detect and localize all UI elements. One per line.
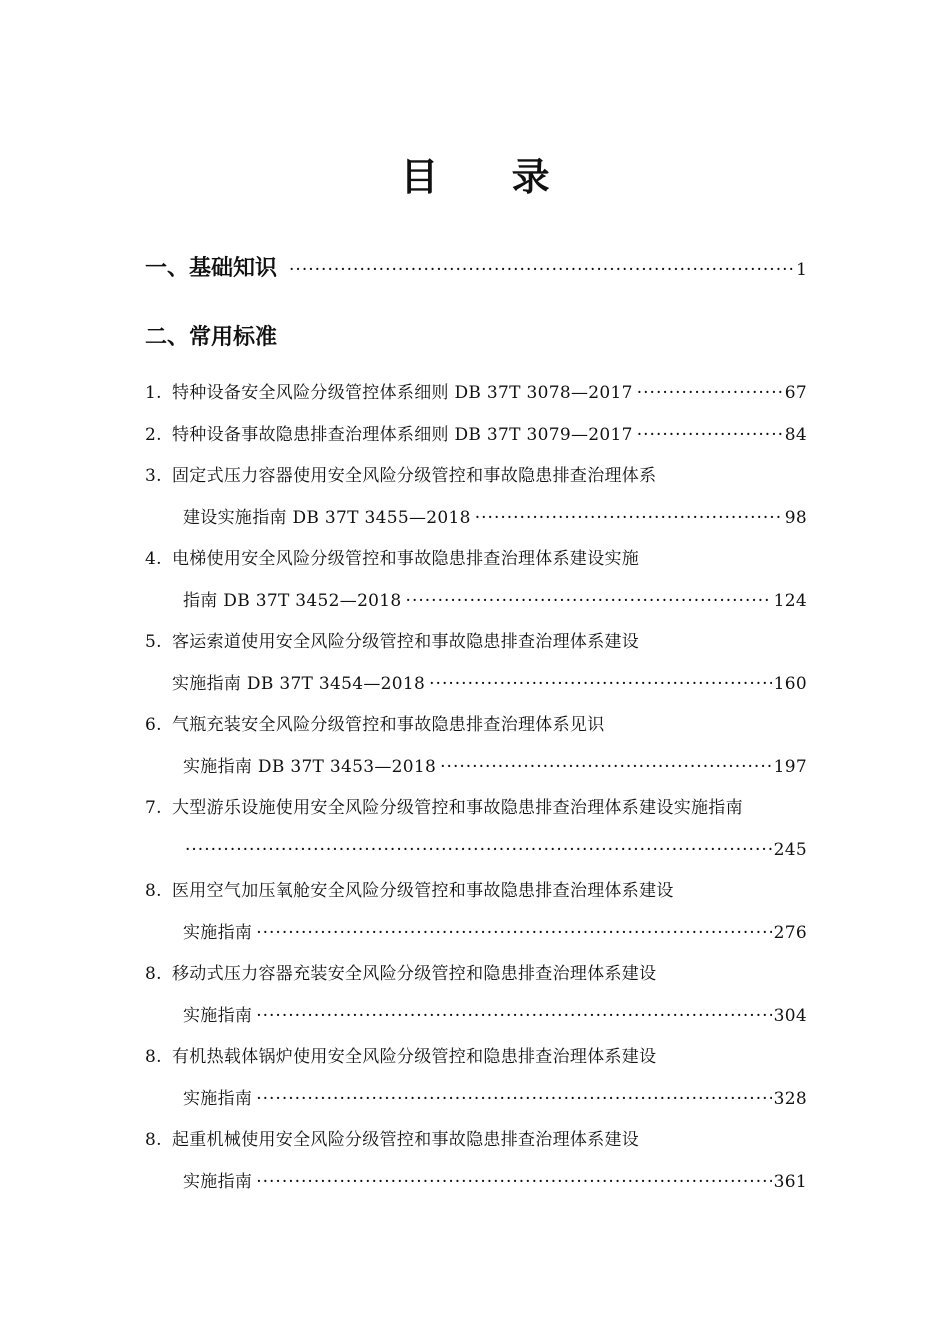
dot-leader <box>440 755 772 779</box>
toc-item-9-continuation[interactable] <box>183 1004 807 1028</box>
toc-item-8[interactable] <box>145 879 807 903</box>
dot-leader <box>475 506 783 530</box>
item-title-continued: 实施指南 <box>183 1172 253 1192</box>
toc-item-8-continuation[interactable] <box>183 921 807 945</box>
dot-leader <box>429 672 772 696</box>
page-number: 197 <box>773 757 807 777</box>
item-title: 起重机械使用安全风险分级管控和事故隐患排查治理体系建设 <box>172 1130 640 1150</box>
item-title: 移动式压力容器充装安全风险分级管控和隐患排查治理体系建设 <box>172 964 657 984</box>
page-number: 245 <box>773 840 807 860</box>
toc-section-basic-knowledge[interactable] <box>145 253 807 285</box>
page-title: 目 录 <box>400 154 580 199</box>
item-number: 8. <box>145 1130 162 1150</box>
toc-item-10-continuation[interactable] <box>183 1087 807 1111</box>
toc-item-11[interactable] <box>145 1128 807 1152</box>
item-title: 气瓶充装安全风险分级管控和事故隐患排查治理体系见识 <box>172 715 605 735</box>
dot-leader <box>256 1170 771 1194</box>
dot-leader <box>185 838 772 862</box>
toc-item-1[interactable] <box>145 381 807 405</box>
toc-item-10[interactable] <box>145 1045 807 1069</box>
item-title: 固定式压力容器使用安全风险分级管控和事故隐患排查治理体系 <box>172 466 657 486</box>
toc-item-2[interactable] <box>145 423 807 447</box>
item-number: 3. <box>145 466 162 486</box>
dot-leader <box>406 589 772 613</box>
item-number: 6. <box>145 715 162 735</box>
toc-item-3[interactable] <box>145 464 807 488</box>
toc-item-7[interactable] <box>145 796 807 820</box>
section-label: 二、常用标准 <box>145 324 278 350</box>
item-title: 客运索道使用安全风险分级管控和事故隐患排查治理体系建设 <box>172 632 640 652</box>
item-number: 5. <box>145 632 162 652</box>
item-title-continued: 建设实施指南 DB 37T 3455—2018 <box>183 508 471 528</box>
dot-leader <box>637 381 783 405</box>
toc-item-6[interactable] <box>145 713 807 737</box>
toc-item-4[interactable] <box>145 547 807 571</box>
dot-leader <box>256 921 771 945</box>
page-number: 160 <box>773 674 807 694</box>
page-number: 304 <box>773 1006 807 1026</box>
item-number: 2. <box>145 425 162 445</box>
item-title-continued: 实施指南 <box>183 923 253 943</box>
page-number: 361 <box>773 1172 807 1192</box>
page-number: 124 <box>773 591 807 611</box>
item-title: 大型游乐设施使用安全风险分级管控和事故隐患排查治理体系建设实施指南 <box>172 798 743 818</box>
toc-item-11-continuation[interactable] <box>183 1170 807 1194</box>
item-title-continued: 实施指南 DB 37T 3453—2018 <box>183 757 437 777</box>
toc-item-7-continuation[interactable] <box>185 838 807 862</box>
item-title-continued: 实施指南 <box>183 1006 253 1026</box>
item-number: 8. <box>145 1047 162 1067</box>
item-number: 8. <box>145 881 162 901</box>
page-number: 328 <box>773 1089 807 1109</box>
item-title: 医用空气加压氧舱安全风险分级管控和事故隐患排查治理体系建设 <box>172 881 674 901</box>
page-number: 84 <box>784 425 807 445</box>
toc-item-5[interactable] <box>145 630 807 654</box>
toc-item-9[interactable] <box>145 962 807 986</box>
item-number: 8. <box>145 964 162 984</box>
item-title: 有机热载体锅炉使用安全风险分级管控和隐患排查治理体系建设 <box>172 1047 657 1067</box>
item-title: 特种设备事故隐患排查治理体系细则 DB 37T 3079—2017 <box>172 425 633 445</box>
toc-item-4-continuation[interactable] <box>183 589 807 613</box>
section-label: 一、基础知识 <box>145 255 278 281</box>
page-number: 276 <box>773 923 807 943</box>
page-number: 1 <box>796 260 807 280</box>
dot-leader <box>637 423 783 447</box>
item-title: 特种设备安全风险分级管控体系细则 DB 37T 3078—2017 <box>172 383 633 403</box>
dot-leader <box>289 255 794 285</box>
item-number: 4. <box>145 549 162 569</box>
item-number: 7. <box>145 798 162 818</box>
dot-leader <box>256 1087 771 1111</box>
item-title-continued: 实施指南 <box>183 1089 253 1109</box>
item-title-continued: 实施指南 DB 37T 3454—2018 <box>172 674 426 694</box>
dot-leader <box>256 1004 771 1028</box>
toc-item-6-continuation[interactable] <box>183 755 807 779</box>
toc-section-common-standards <box>145 322 807 352</box>
item-number: 1. <box>145 383 162 403</box>
toc-item-5-continuation[interactable] <box>172 672 807 696</box>
toc-item-3-continuation[interactable] <box>183 506 807 530</box>
page-number: 67 <box>784 383 807 403</box>
page-number: 98 <box>784 508 807 528</box>
item-title-continued: 指南 DB 37T 3452—2018 <box>183 591 402 611</box>
item-title: 电梯使用安全风险分级管控和事故隐患排查治理体系建设实施 <box>172 549 640 569</box>
